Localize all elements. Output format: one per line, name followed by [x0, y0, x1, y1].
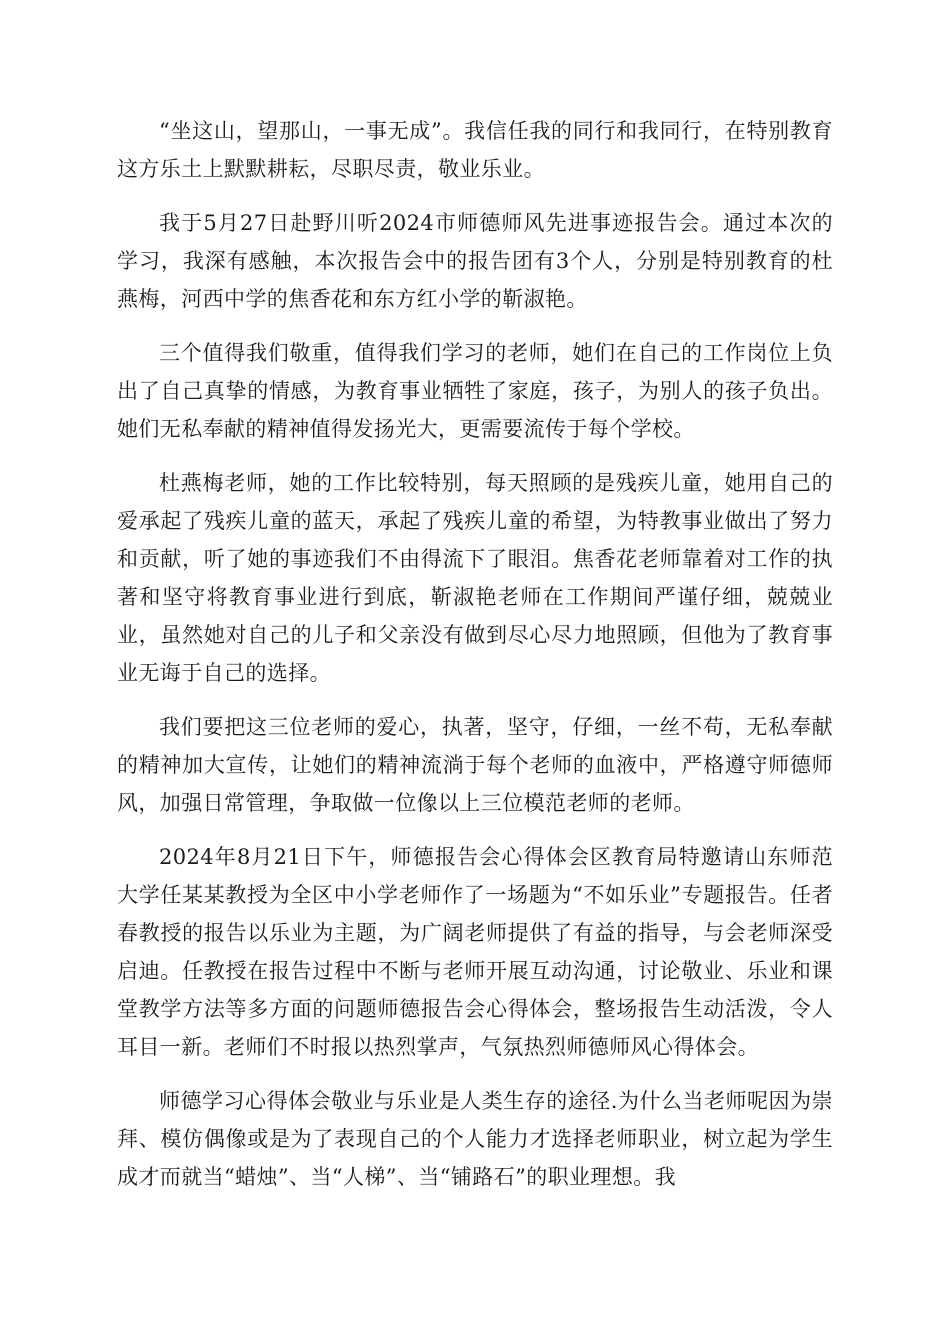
- paragraph-3: 三个值得我们敬重，值得我们学习的老师，她们在自己的工作岗位上负出了自己真挚的情感，为教育事业牺牲了家庭，孩子，为别人的孩子负出。她们无私奉献的精神值得发扬光大，更需要流传于每个学校。: [117, 341, 833, 441]
- paragraph-2: 我于5月27日赴野川听2024市师德师风先进事迹报告会。通过本次的学习，我深有感触，本次报告会中的报告团有3个人，分别是特别教育的杜燕梅，河西中学的焦香花和东方红小学的靳淑艳。: [117, 211, 833, 311]
- paragraph-7: 师德学习心得体会敬业与乐业是人类生存的途径.为什么当老师呢因为崇拜、模仿偶像或是为了表现自己的个人能力才选择老师职业，树立起为学生成才而就当“蜡烛”、当“人梯”、当“铺路石”的职业理想。我: [117, 1089, 833, 1189]
- document-body: [117, 112, 833, 1212]
- paragraph-6: 2024年8月21日下午，师德报告会心得体会区教育局特邀请山东师范大学任某某教授为全区中小学老师作了一场题为“不如乐业”专题报告。任者春教授的报告以乐业为主题，为广阔老师提供了有益的指导，与会老师深受启迪。任教授在报告过程中不断与老师开展互动沟通，讨论敬业、乐业和课堂教学方法等多方面的问题师德报告会心得体会，整场报告生动活泼，令人耳目一新。老师们不时报以热烈掌声，气氛热烈师德师风心得体会。: [117, 845, 833, 1059]
- paragraph-5: 我们要把这三位老师的爱心，执著，坚守，仔细，一丝不苟，无私奉献的精神加大宣传，让她们的精神流淌于每个老师的血液中，严格遵守师德师风，加强日常管理，争取做一位像以上三位模范老师的老师。: [117, 715, 833, 815]
- paragraph-4: 杜燕梅老师，她的工作比较特别，每天照顾的是残疾儿童，她用自己的爱承起了残疾儿童的蓝天，承起了残疾儿童的希望，为特教事业做出了努力和贡献，听了她的事迹我们不由得流下了眼泪。焦香花老师靠着对工作的执著和坚守将教育事业进行到底，靳淑艳老师在工作期间严谨仔细，兢兢业业，虽然她对自己的儿子和父亲没有做到尽心尽力地照顾，但他为了教育事业无诲于自己的选择。: [117, 471, 833, 685]
- paragraph-1: “坐这山，望那山，一事无成”。我信任我的同行和我同行，在特别教育这方乐土上默默耕耘，尽职尽责，敬业乐业。: [117, 119, 833, 181]
